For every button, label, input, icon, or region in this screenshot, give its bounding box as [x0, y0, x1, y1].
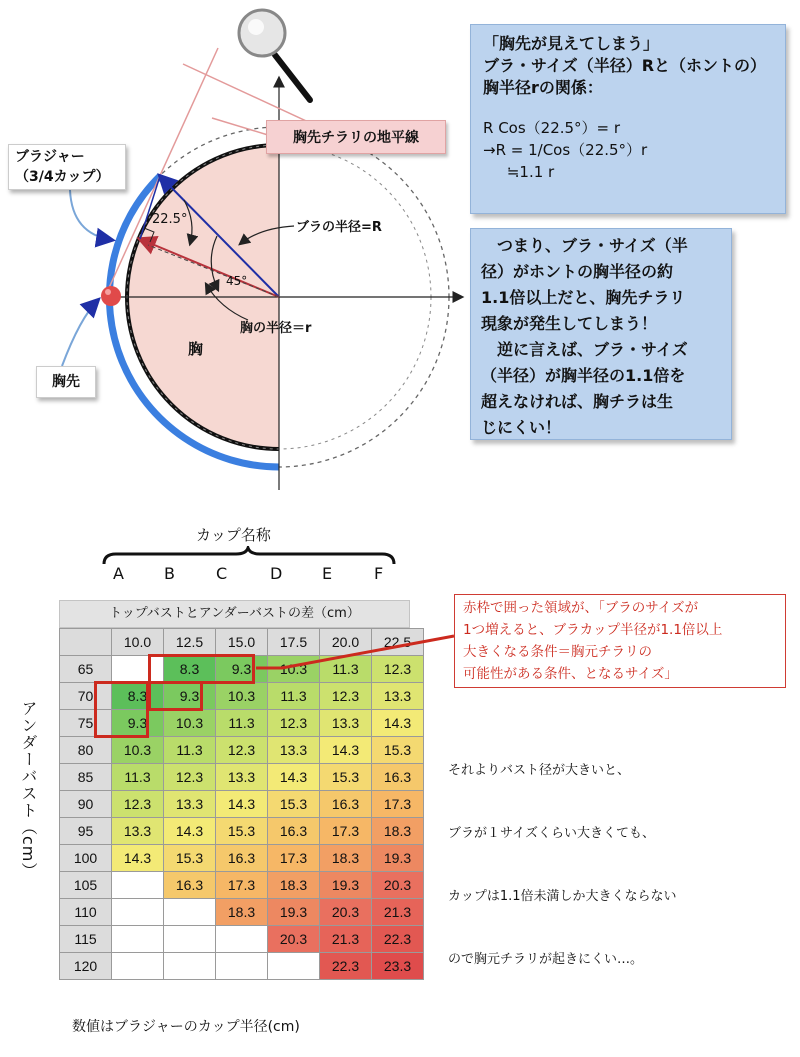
conclusion-line-1: つまり、ブラ・サイズ（半	[481, 236, 688, 255]
table-cell: 12.3	[216, 737, 268, 764]
conclusion-line-3: 1.1倍以上だと、胸先チラリ	[481, 288, 686, 307]
col-header: 10.0	[112, 629, 164, 656]
table-corner	[60, 629, 112, 656]
cup-letter-a: A	[113, 564, 124, 583]
cup-letter-c: C	[216, 564, 228, 583]
table-cell: 9.3	[164, 683, 216, 710]
nipple-dot	[101, 286, 121, 306]
table-cell: 14.3	[164, 818, 216, 845]
table-cell: 11.3	[164, 737, 216, 764]
table-row	[60, 791, 424, 818]
table-cell	[112, 899, 164, 926]
cup-letter-f: F	[374, 564, 384, 583]
table-cell: 10.3	[268, 656, 320, 683]
red-annotation-line: 可能性がある条件、となるサイズ」	[463, 666, 678, 682]
chest-label: 胸	[188, 340, 204, 358]
highlight-box-65b	[148, 654, 255, 684]
col-header: 12.5	[164, 629, 216, 656]
black-annotation-line: ブラが１サイズくらい大きくても、	[448, 826, 655, 841]
col-header: 20.0	[320, 629, 372, 656]
table-cell: 18.3	[372, 818, 424, 845]
table-cell: 13.3	[268, 737, 320, 764]
highlight-box-70a	[94, 681, 149, 738]
table-cell: 8.3	[112, 683, 164, 710]
table-cell: 13.3	[164, 791, 216, 818]
col-header: 17.5	[268, 629, 320, 656]
table-cell: 13.3	[216, 764, 268, 791]
table-cell: 20.3	[268, 926, 320, 953]
row-header: 75	[60, 710, 112, 737]
table-cell: 13.3	[372, 683, 424, 710]
table-cell: 16.3	[216, 845, 268, 872]
conclusion-box	[470, 228, 732, 440]
table-cell: 14.3	[268, 764, 320, 791]
table-cell: 15.3	[216, 818, 268, 845]
cup-title: カップ名称	[196, 526, 271, 544]
underbust-side-label	[16, 700, 40, 879]
row-header: 110	[60, 899, 112, 926]
table-cell: 11.3	[268, 683, 320, 710]
underbust-side-label-text: アンダーバスト（cm）	[19, 700, 38, 880]
table-cell: 17.3	[216, 872, 268, 899]
bra-label	[8, 144, 126, 190]
black-annotation-line: それよりバスト径が大きいと、	[448, 763, 631, 778]
angle-label-45: 45°	[226, 274, 248, 288]
nipple-label-text: 胸先	[52, 374, 80, 390]
red-annotation	[454, 594, 786, 688]
table-cell: 12.3	[268, 710, 320, 737]
table-cell: 16.3	[268, 818, 320, 845]
nipple-label	[36, 366, 96, 398]
table-cell: 17.3	[372, 791, 424, 818]
table-cell: 10.3	[216, 683, 268, 710]
row-header: 65	[60, 656, 112, 683]
table-cell: 12.3	[320, 683, 372, 710]
row-header: 90	[60, 791, 112, 818]
bra-label-line1: ブラジャー	[15, 149, 85, 165]
table-cell	[216, 953, 268, 980]
row-header: 80	[60, 737, 112, 764]
table-row	[60, 953, 424, 980]
table-cell: 11.3	[320, 656, 372, 683]
table-cell	[112, 953, 164, 980]
table-row	[60, 872, 424, 899]
formula-title-3: 胸半径rの関係：	[483, 78, 603, 97]
red-annotation-line: 赤枠で囲った領域が、「ブラのサイズが	[463, 600, 699, 616]
highlight-connector	[250, 630, 460, 680]
conclusion-line-4: 現象が発生してしまう！	[481, 314, 658, 333]
table-cell	[164, 953, 216, 980]
magnifier-icon	[239, 10, 310, 100]
table-cell: 16.3	[372, 764, 424, 791]
table-cell: 18.3	[216, 899, 268, 926]
table-cell	[112, 872, 164, 899]
table-cell: 15.3	[164, 845, 216, 872]
table-cell: 22.3	[372, 926, 424, 953]
conclusion-line-8: じにくい！	[481, 418, 562, 437]
table-cell: 21.3	[372, 899, 424, 926]
formula-line-1: R Cos（22.5°）= r	[483, 119, 621, 137]
table-cell: 12.3	[112, 791, 164, 818]
conclusion-line-5: 逆に言えば、ブラ・サイズ	[481, 340, 688, 359]
red-annotation-line: 大きくなる条件＝胸元チラリの	[463, 644, 652, 660]
conclusion-line-6: （半径）が胸半径の1.1倍を	[481, 366, 686, 385]
table-cell: 18.3	[320, 845, 372, 872]
cup-letters	[100, 564, 400, 586]
table-cell: 15.3	[320, 764, 372, 791]
table-cell: 18.3	[268, 872, 320, 899]
formula-title-2: ブラ・サイズ（半径）Rと（ホントの）	[483, 56, 767, 75]
table-cell	[164, 899, 216, 926]
table-cell: 14.3	[320, 737, 372, 764]
diff-title: トップバストとアンダーバストの差（cm）	[109, 606, 360, 621]
table-cell: 11.3	[216, 710, 268, 737]
angle-label-22: 22.5°	[152, 212, 188, 227]
table-cell: 13.3	[112, 818, 164, 845]
table-row	[60, 926, 424, 953]
table-cell: 8.3	[164, 656, 216, 683]
row-header: 100	[60, 845, 112, 872]
bra-label-pointer	[70, 190, 112, 240]
table-cell: 15.3	[268, 791, 320, 818]
row-header: 105	[60, 872, 112, 899]
table-cell: 14.3	[112, 845, 164, 872]
table-cell: 22.3	[320, 953, 372, 980]
table-cell: 14.3	[216, 791, 268, 818]
table-cell: 14.3	[372, 710, 424, 737]
table-cell: 16.3	[164, 872, 216, 899]
diff-title-bar	[59, 600, 410, 628]
cup-letter-e: E	[322, 564, 333, 583]
row-header: 120	[60, 953, 112, 980]
table-cell: 20.3	[320, 899, 372, 926]
nipple-label-pointer	[62, 300, 98, 366]
formula-line-3: ≒1.1 r	[483, 163, 555, 181]
row-header: 85	[60, 764, 112, 791]
cup-brace	[100, 546, 400, 566]
table-row	[60, 899, 424, 926]
table-row	[60, 818, 424, 845]
table-cell	[112, 926, 164, 953]
table-cell: 13.3	[320, 710, 372, 737]
col-header: 15.0	[216, 629, 268, 656]
formula-box	[470, 24, 786, 214]
table-cell: 19.3	[268, 899, 320, 926]
table-row	[60, 737, 424, 764]
table-row	[60, 764, 424, 791]
table-cell: 20.3	[372, 872, 424, 899]
table-cell: 12.3	[372, 656, 424, 683]
highlight-box-70b	[148, 681, 203, 711]
table-cell: 10.3	[164, 710, 216, 737]
table-cell	[164, 926, 216, 953]
bra-label-line2: （3/4カップ）	[15, 169, 110, 185]
table-cell	[268, 953, 320, 980]
table-cell: 15.3	[372, 737, 424, 764]
table-cell: 19.3	[372, 845, 424, 872]
col-header: 22.5	[372, 629, 424, 656]
table-cell: 17.3	[268, 845, 320, 872]
table-cell: 16.3	[320, 791, 372, 818]
table-cell: 23.3	[372, 953, 424, 980]
cup-letter-b: B	[164, 564, 175, 583]
black-annotation	[448, 718, 677, 991]
table-cell: 11.3	[112, 764, 164, 791]
formula-line-2: →R = 1/Cos（22.5°）r	[483, 141, 648, 159]
table-cell: 9.3	[112, 710, 164, 737]
row-header: 70	[60, 683, 112, 710]
black-annotation-line: ので胸元チラリが起きにくい…。	[448, 952, 644, 967]
chest-radius-label: 胸の半径＝r	[240, 321, 312, 336]
table-footer: 数値はブラジャーのカップ半径(cm)	[72, 1019, 300, 1035]
horizon-label	[266, 120, 446, 154]
table-cell: 12.3	[164, 764, 216, 791]
table-cell: 19.3	[320, 872, 372, 899]
table-row	[60, 845, 424, 872]
row-header: 95	[60, 818, 112, 845]
row-header: 115	[60, 926, 112, 953]
bra-radius-label: ブラの半径=R	[296, 220, 382, 235]
horizon-label-text: 胸先チラリの地平線	[293, 130, 419, 146]
table-cell: 9.3	[216, 656, 268, 683]
cup-letter-d: D	[270, 564, 283, 583]
formula-title-1: 「胸先が見えてしまう」	[483, 34, 660, 53]
conclusion-line-7: 超えなければ、胸チラは生	[481, 392, 674, 411]
table-cell: 21.3	[320, 926, 372, 953]
table-cell: 10.3	[112, 737, 164, 764]
conclusion-line-2: 径）がホントの胸半径の約	[481, 262, 674, 281]
table-cell	[216, 926, 268, 953]
black-annotation-line: カップは1.1倍未満しか大きくならない	[448, 889, 677, 904]
red-annotation-line: 1つ増えると、ブラカップ半径が1.1倍以上	[463, 622, 723, 638]
horizon-label-pointer	[212, 118, 268, 135]
table-cell: 17.3	[320, 818, 372, 845]
